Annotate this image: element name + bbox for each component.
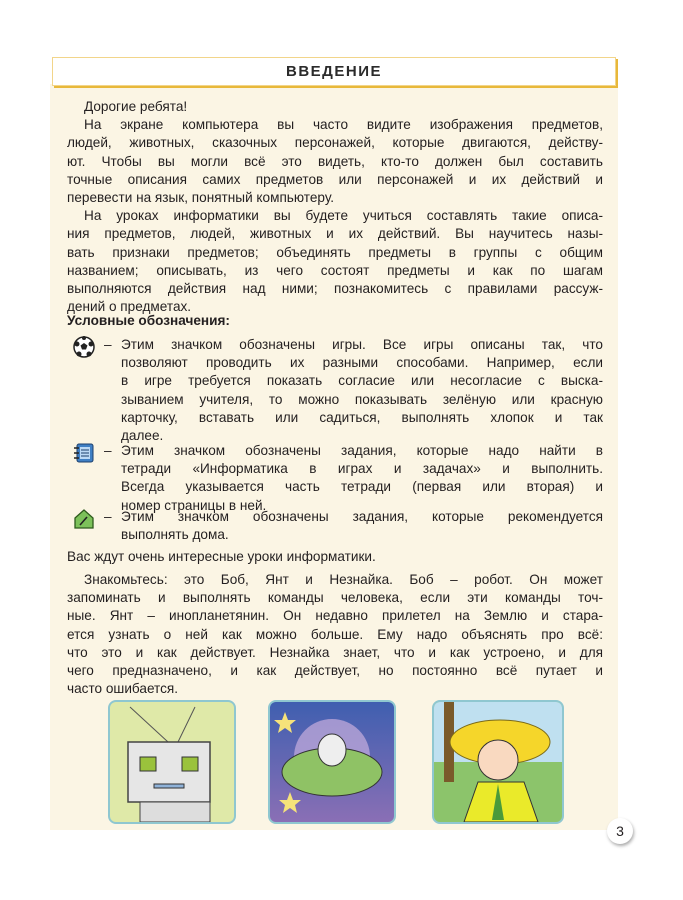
text-line: На уроках информатики вы будете учиться составлять такие описа-: [84, 208, 603, 224]
text-line: Этим значком обозначены игры. Все игры описаны так, что: [121, 337, 603, 352]
text-line: ные. Янт – инопланетянин. Он недавно прилетел на Землю и стара-: [67, 608, 603, 624]
text-line: что это и как действует. Незнайка знает, что и как устроено, и для: [67, 644, 603, 660]
dash: –: [104, 509, 112, 524]
text-line: ния предметов, людей, животных и их действий. Вы научитесь назы-: [67, 226, 603, 242]
alien-yant-illustration: [268, 700, 396, 824]
legend-text: [121, 508, 603, 544]
text-line: перевести на язык, понятный компьютеру.: [67, 189, 335, 205]
notebook-icon: [73, 442, 95, 464]
text-line: людей, животных, сказочных персонажей, которые двигаются, действу-: [67, 135, 603, 151]
neznaika-illustration: [432, 700, 564, 824]
home-pencil-icon: [73, 508, 95, 530]
characters-text: [67, 571, 603, 698]
text-line: Дорогие ребята!: [84, 99, 188, 114]
text-line: часто ошибается.: [67, 681, 179, 697]
text-line: далее.: [121, 427, 164, 443]
closing-text: Вас ждут очень интересные уроки информатики.: [67, 549, 376, 564]
page-number: 3: [607, 818, 633, 844]
text-line: названием; описывать, из чего состоят предметы и как по шагам: [67, 262, 603, 278]
text-line: ется узнать о ней как можно больше. Ему надо объяснять про всё:: [67, 626, 603, 642]
intro-text: [67, 98, 603, 316]
text-line: чего предназначено, и как действует, но постоянно всё путает и: [67, 662, 603, 678]
robot-bob-illustration: [108, 700, 236, 824]
text-line: зыванием учителя, то можно показывать зелёную или красную: [121, 391, 603, 407]
dash: –: [104, 443, 112, 458]
text-line: Этим значком обозначены задания, которые надо найти в: [121, 443, 603, 458]
text-line: запоминать и выполнять команды человека, если эти команды точ-: [67, 590, 603, 606]
legend-text: [121, 336, 603, 445]
text-line: номер страницы в ней.: [121, 497, 267, 513]
page-title: ВВЕДЕНИЕ: [286, 63, 382, 80]
text-line: Этим значком обозначены задания, которые рекомендуется: [121, 509, 603, 524]
legend-title: Условные обозначения:: [67, 313, 230, 328]
text-line: Знакомьтесь: это Боб, Янт и Незнайка. Боб – робот. Он может: [84, 572, 603, 587]
text-line: На экране компьютера вы часто видите изображения предметов,: [84, 117, 603, 133]
text-line: выполняются действия над ними; познакомитесь с правилами рассуж-: [67, 280, 603, 296]
text-line: позволяют проводить их разными способами. Например, если: [121, 355, 603, 371]
text-line: дений о предметах.: [67, 299, 192, 315]
text-line: ют. Чтобы вы могли всё это видеть, кто-то должен был составить: [67, 153, 603, 169]
legend-text: [121, 442, 603, 515]
text-line: Всегда указывается часть тетради (первая или вторая) и: [121, 479, 603, 495]
text-line: точные описания самих предметов или персонажей и их действий и: [67, 171, 603, 187]
text-line: карточку, вставать или садиться, выполнять хлопок и так: [121, 409, 603, 425]
text-line: выполнять дома.: [121, 527, 229, 543]
section-header: [52, 57, 616, 86]
dash: –: [104, 337, 112, 352]
text-line: вать признаки предметов; объединять предметы в группы с общим: [67, 244, 603, 260]
soccer-ball-icon: [73, 336, 95, 358]
text-line: в игре требуется показать согласие или несогласие с выска-: [121, 373, 603, 389]
text-line: тетради «Информатика в играх и задачах» и выполнить.: [121, 461, 603, 477]
